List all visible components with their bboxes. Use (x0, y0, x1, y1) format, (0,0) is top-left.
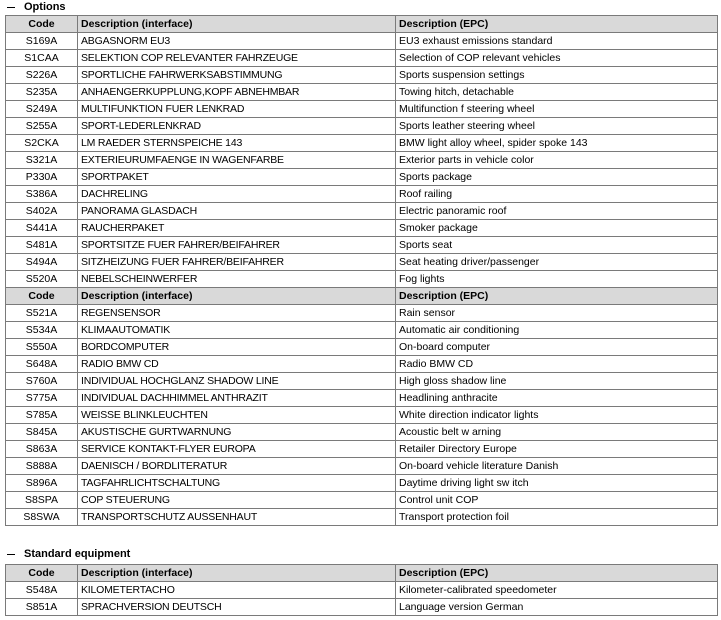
code-cell: P330A (6, 169, 78, 186)
epc-description-cell: High gloss shadow line (396, 373, 718, 390)
code-cell: S494A (6, 254, 78, 271)
collapse-icon[interactable] (7, 554, 15, 555)
table-row (6, 152, 718, 169)
table-row (6, 475, 718, 492)
interface-description-cell: INDIVIDUAL DACHHIMMEL ANTHRAZIT (78, 390, 396, 407)
epc-description-cell: White direction indicator lights (396, 407, 718, 424)
column-header-code: Code (6, 288, 78, 305)
epc-description-cell: Kilometer-calibrated speedometer (396, 582, 718, 599)
epc-description-cell: Daytime driving light sw itch (396, 475, 718, 492)
interface-description-cell: TRANSPORTSCHUTZ AUSSENHAUT (78, 509, 396, 526)
epc-description-cell: Rain sensor (396, 305, 718, 322)
interface-description-cell: INDIVIDUAL HOCHGLANZ SHADOW LINE (78, 373, 396, 390)
epc-description-cell: Towing hitch, detachable (396, 84, 718, 101)
table-row (6, 67, 718, 84)
interface-description-cell: KILOMETERTACHO (78, 582, 396, 599)
epc-description-cell: Seat heating driver/passenger (396, 254, 718, 271)
epc-description-cell: Language version German (396, 599, 718, 616)
code-cell: S550A (6, 339, 78, 356)
code-cell: S249A (6, 101, 78, 118)
table-row (6, 135, 718, 152)
code-cell: S386A (6, 186, 78, 203)
table-row (6, 441, 718, 458)
table-header-row (6, 565, 718, 582)
epc-description-cell: Sports leather steering wheel (396, 118, 718, 135)
column-header-interface: Description (interface) (78, 288, 396, 305)
code-cell: S548A (6, 582, 78, 599)
epc-description-cell: Smoker package (396, 220, 718, 237)
table-row (6, 84, 718, 101)
code-cell: S760A (6, 373, 78, 390)
standard-equipment-table (5, 564, 718, 616)
code-cell: S888A (6, 458, 78, 475)
epc-description-cell: Roof railing (396, 186, 718, 203)
code-cell: S863A (6, 441, 78, 458)
epc-description-cell: Exterior parts in vehicle color (396, 152, 718, 169)
interface-description-cell: KLIMAAUTOMATIK (78, 322, 396, 339)
interface-description-cell: SPORTPAKET (78, 169, 396, 186)
code-cell: S851A (6, 599, 78, 616)
code-cell: S785A (6, 407, 78, 424)
epc-description-cell: Headlining anthracite (396, 390, 718, 407)
table-row (6, 458, 718, 475)
table-row (6, 50, 718, 67)
column-header-epc: Description (EPC) (396, 288, 718, 305)
table-row (6, 101, 718, 118)
interface-description-cell: RADIO BMW CD (78, 356, 396, 373)
code-cell: S845A (6, 424, 78, 441)
interface-description-cell: NEBELSCHEINWERFER (78, 271, 396, 288)
code-cell: S481A (6, 237, 78, 254)
table-row (6, 203, 718, 220)
interface-description-cell: EXTERIEURUMFAENGE IN WAGENFARBE (78, 152, 396, 169)
interface-description-cell: SERVICE KONTAKT-FLYER EUROPA (78, 441, 396, 458)
code-cell: S648A (6, 356, 78, 373)
epc-description-cell: Radio BMW CD (396, 356, 718, 373)
table-row (6, 169, 718, 186)
epc-description-cell: Electric panoramic roof (396, 203, 718, 220)
interface-description-cell: SELEKTION COP RELEVANTER FAHRZEUGE (78, 50, 396, 67)
code-cell: S402A (6, 203, 78, 220)
column-header-interface: Description (interface) (78, 565, 396, 582)
table-row (6, 237, 718, 254)
interface-description-cell: COP STEUERUNG (78, 492, 396, 509)
epc-description-cell: Fog lights (396, 271, 718, 288)
code-cell: S2CKA (6, 135, 78, 152)
table-row (6, 118, 718, 135)
interface-description-cell: BORDCOMPUTER (78, 339, 396, 356)
interface-description-cell: DAENISCH / BORDLITERATUR (78, 458, 396, 475)
interface-description-cell: SPORT-LEDERLENKRAD (78, 118, 396, 135)
epc-description-cell: BMW light alloy wheel, spider spoke 143 (396, 135, 718, 152)
code-cell: S441A (6, 220, 78, 237)
table-row (6, 582, 718, 599)
interface-description-cell: ABGASNORM EU3 (78, 33, 396, 50)
interface-description-cell: DACHRELING (78, 186, 396, 203)
code-cell: S235A (6, 84, 78, 101)
table-row (6, 305, 718, 322)
code-cell: S775A (6, 390, 78, 407)
code-cell: S226A (6, 67, 78, 84)
interface-description-cell: SPORTSITZE FUER FAHRER/BEIFAHRER (78, 237, 396, 254)
standard-equipment-section-header[interactable] (0, 547, 130, 561)
section-title: Standard equipment (24, 548, 131, 560)
code-cell: S521A (6, 305, 78, 322)
code-cell: S8SWA (6, 509, 78, 526)
epc-description-cell: Sports suspension settings (396, 67, 718, 84)
epc-description-cell: Sports package (396, 169, 718, 186)
interface-description-cell: MULTIFUNKTION FUER LENKRAD (78, 101, 396, 118)
interface-description-cell: SITZHEIZUNG FUER FAHRER/BEIFAHRER (78, 254, 396, 271)
interface-description-cell: RAUCHERPAKET (78, 220, 396, 237)
table-row (6, 33, 718, 50)
table-row (6, 186, 718, 203)
code-cell: S169A (6, 33, 78, 50)
code-cell: S1CAA (6, 50, 78, 67)
interface-description-cell: PANORAMA GLASDACH (78, 203, 396, 220)
table-row (6, 254, 718, 271)
epc-description-cell: On-board vehicle literature Danish (396, 458, 718, 475)
interface-description-cell: ANHAENGERKUPPLUNG,KOPF ABNEHMBAR (78, 84, 396, 101)
epc-description-cell: Control unit COP (396, 492, 718, 509)
table-row (6, 322, 718, 339)
interface-description-cell: AKUSTISCHE GURTWARNUNG (78, 424, 396, 441)
table-header-row (6, 16, 718, 33)
code-cell: S321A (6, 152, 78, 169)
table-row (6, 407, 718, 424)
table-row (6, 509, 718, 526)
table-row (6, 373, 718, 390)
epc-description-cell: Automatic air conditioning (396, 322, 718, 339)
table-row (6, 356, 718, 373)
epc-description-cell: Acoustic belt w arning (396, 424, 718, 441)
interface-description-cell: LM RAEDER STERNSPEICHE 143 (78, 135, 396, 152)
code-cell: S255A (6, 118, 78, 135)
column-header-code: Code (6, 565, 78, 582)
table-row (6, 339, 718, 356)
table-header-row (6, 288, 718, 305)
table-row (6, 492, 718, 509)
epc-description-cell: Retailer Directory Europe (396, 441, 718, 458)
options-section-header[interactable] (0, 0, 66, 14)
table-row (6, 599, 718, 616)
collapse-icon[interactable] (7, 7, 15, 8)
code-cell: S520A (6, 271, 78, 288)
column-header-interface: Description (interface) (78, 16, 396, 33)
interface-description-cell: SPORTLICHE FAHRWERKSABSTIMMUNG (78, 67, 396, 84)
epc-description-cell: EU3 exhaust emissions standard (396, 33, 718, 50)
interface-description-cell: REGENSENSOR (78, 305, 396, 322)
epc-description-cell: Selection of COP relevant vehicles (396, 50, 718, 67)
column-header-epc: Description (EPC) (396, 16, 718, 33)
section-title: Options (24, 1, 66, 13)
interface-description-cell: SPRACHVERSION DEUTSCH (78, 599, 396, 616)
epc-description-cell: Transport protection foil (396, 509, 718, 526)
table-row (6, 424, 718, 441)
epc-description-cell: Sports seat (396, 237, 718, 254)
interface-description-cell: TAGFAHRLICHTSCHALTUNG (78, 475, 396, 492)
table-row (6, 220, 718, 237)
table-row (6, 390, 718, 407)
code-cell: S8SPA (6, 492, 78, 509)
table-row (6, 271, 718, 288)
interface-description-cell: WEISSE BLINKLEUCHTEN (78, 407, 396, 424)
options-table (5, 15, 718, 526)
column-header-code: Code (6, 16, 78, 33)
column-header-epc: Description (EPC) (396, 565, 718, 582)
epc-description-cell: Multifunction f steering wheel (396, 101, 718, 118)
code-cell: S534A (6, 322, 78, 339)
epc-description-cell: On-board computer (396, 339, 718, 356)
code-cell: S896A (6, 475, 78, 492)
